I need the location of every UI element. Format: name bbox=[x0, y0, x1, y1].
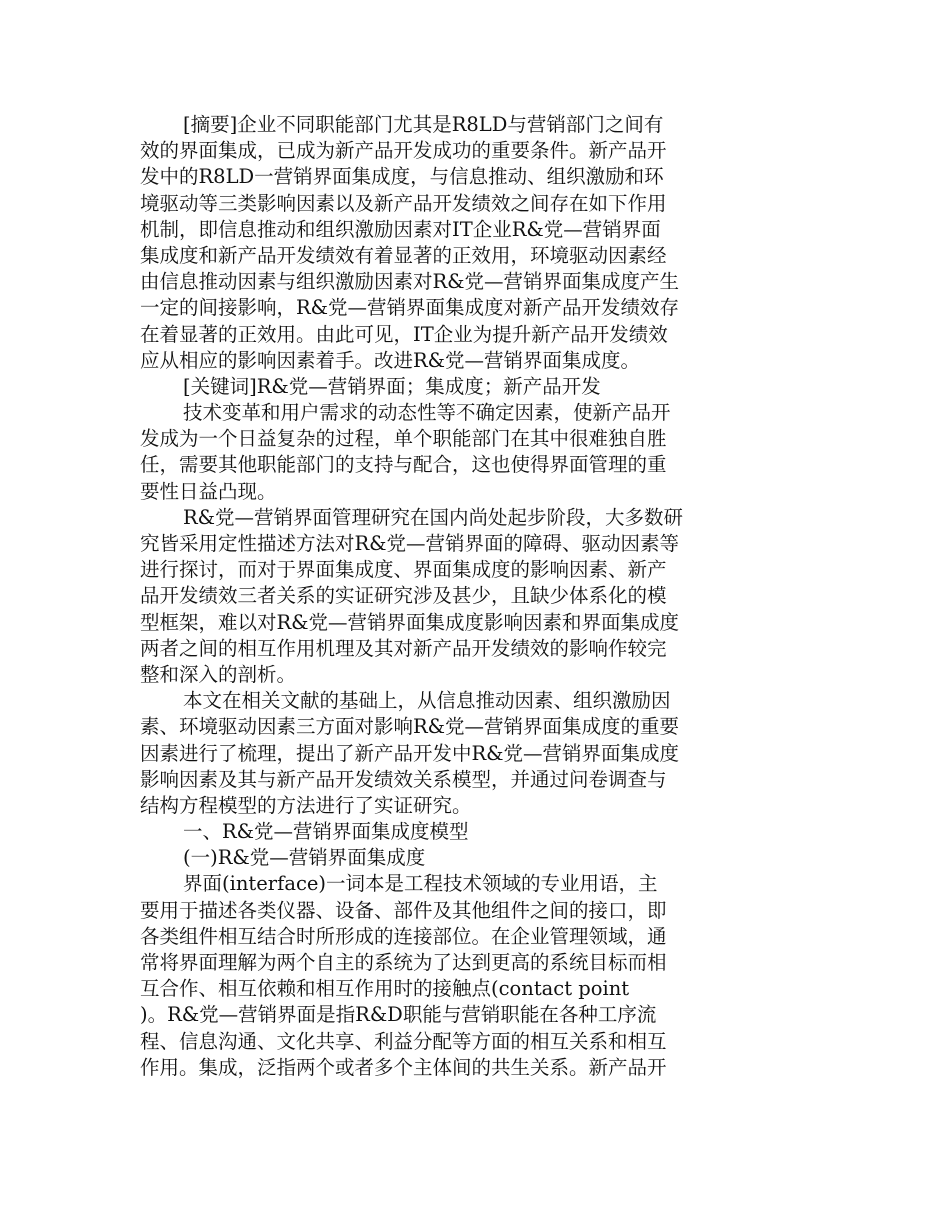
text-line: 一定的间接影响，R&党—营销界面集成度对新产品开发绩效存 bbox=[140, 296, 680, 320]
text-line: 影响因素及其与新产品开发绩效关系模型，并通过问卷调查与 bbox=[140, 767, 667, 791]
intro-paragraph-3 bbox=[140, 688, 740, 819]
text-line: 品开发绩效三者关系的实证研究涉及甚少，且缺少体系化的模 bbox=[140, 584, 667, 608]
subsection-heading bbox=[140, 845, 740, 871]
text-line: 因素进行了梳理，提出了新产品开发中R&党—营销界面集成度 bbox=[140, 741, 680, 765]
text-line: 究皆采用定性描述方法对R&党—营销界面的障碍、驱动因素等 bbox=[140, 532, 680, 555]
text-line: [摘要]企业不同职能部门尤其是R8LD与营销部门之间有 bbox=[183, 113, 664, 136]
text-line: 任，需要其他职能部门的支持与配合，这也使得界面管理的重 bbox=[140, 453, 667, 477]
intro-paragraph-1 bbox=[140, 400, 740, 505]
text-line: [关键词]R&党—营销界面；集成度；新产品开发 bbox=[183, 374, 601, 398]
keywords-paragraph bbox=[140, 374, 740, 400]
text-line: 机制，即信息推动和组织激励因素对IT企业R&党—营销界面 bbox=[140, 217, 661, 241]
text-line: 集成度和新产品开发绩效有着显著的正效用，环境驱动因素经 bbox=[140, 243, 667, 267]
heading-line: (一)R&党—营销界面集成度 bbox=[183, 846, 426, 870]
text-line: 程、信息沟通、文化共享、利益分配等方面的相互关系和相互 bbox=[140, 1029, 667, 1053]
text-line: 境驱动等三类影响因素以及新产品开发绩效之间存在如下作用 bbox=[140, 191, 667, 215]
text-line: 发成为一个日益复杂的过程，单个职能部门在其中很难独自胜 bbox=[140, 427, 667, 451]
text-line: 效的界面集成，已成为新产品开发成功的重要条件。新产品开 bbox=[140, 139, 667, 163]
heading-line: 一、R&党—营销界面集成度模型 bbox=[183, 820, 469, 844]
text-line: 在着显著的正效用。由此可见，IT企业为提升新产品开发绩效 bbox=[140, 322, 668, 346]
text-line: 型框架，难以对R&党—营销界面集成度影响因素和界面集成度 bbox=[140, 610, 680, 634]
body-paragraph bbox=[140, 871, 740, 1081]
intro-paragraph-2 bbox=[140, 505, 740, 688]
document-page bbox=[140, 112, 740, 1081]
text-line: 要性日益凸现。 bbox=[140, 479, 277, 503]
section-heading bbox=[140, 819, 740, 845]
text-line: 界面(interface)一词本是工程技术领域的专业用语，主 bbox=[183, 872, 658, 896]
text-line: 结构方程模型的方法进行了实证研究。 bbox=[140, 793, 472, 817]
text-line: 常将界面理解为两个自主的系统为了达到更高的系统目标而相 bbox=[140, 951, 667, 974]
text-line: 素、环境驱动因素三方面对影响R&党—营销界面集成度的重要 bbox=[140, 715, 680, 739]
text-line: 技术变革和用户需求的动态性等不确定因素，使新产品开 bbox=[183, 401, 671, 425]
text-line: 本文在相关文献的基础上，从信息推动因素、组织激励因 bbox=[183, 689, 671, 713]
text-line: 两者之间的相互作用机理及其对新产品开发绩效的影响作较完 bbox=[140, 636, 667, 660]
text-line: )。R&党—营销界面是指R&D职能与营销职能在各种工序流 bbox=[140, 1003, 657, 1027]
text-line: 各类组件相互结合时所形成的连接部位。在企业管理领域，通 bbox=[140, 924, 667, 948]
text-line: 进行探讨，而对于界面集成度、界面集成度的影响因素、新产 bbox=[140, 558, 667, 582]
text-line: 互合作、相互依赖和相互作用时的接触点(contact point bbox=[140, 977, 630, 1001]
text-line: 应从相应的影响因素着手。改进R&党—营销界面集成度。 bbox=[140, 348, 641, 372]
text-line: 作用。集成，泛指两个或者多个主体间的共生关系。新产品开 bbox=[140, 1055, 667, 1079]
text-line: 整和深入的剖析。 bbox=[140, 662, 297, 686]
text-line: 由信息推动因素与组织激励因素对R&党—营销界面集成度产生 bbox=[140, 270, 680, 294]
text-line: 发中的R8LD一营销界面集成度，与信息推动、组织激励和环 bbox=[140, 165, 664, 189]
abstract-paragraph bbox=[140, 112, 740, 374]
text-line: 要用于描述各类仪器、设备、部件及其他组件之间的接口，即 bbox=[140, 898, 667, 922]
text-line: R&党—营销界面管理研究在国内尚处起步阶段，大多数研 bbox=[183, 505, 684, 529]
